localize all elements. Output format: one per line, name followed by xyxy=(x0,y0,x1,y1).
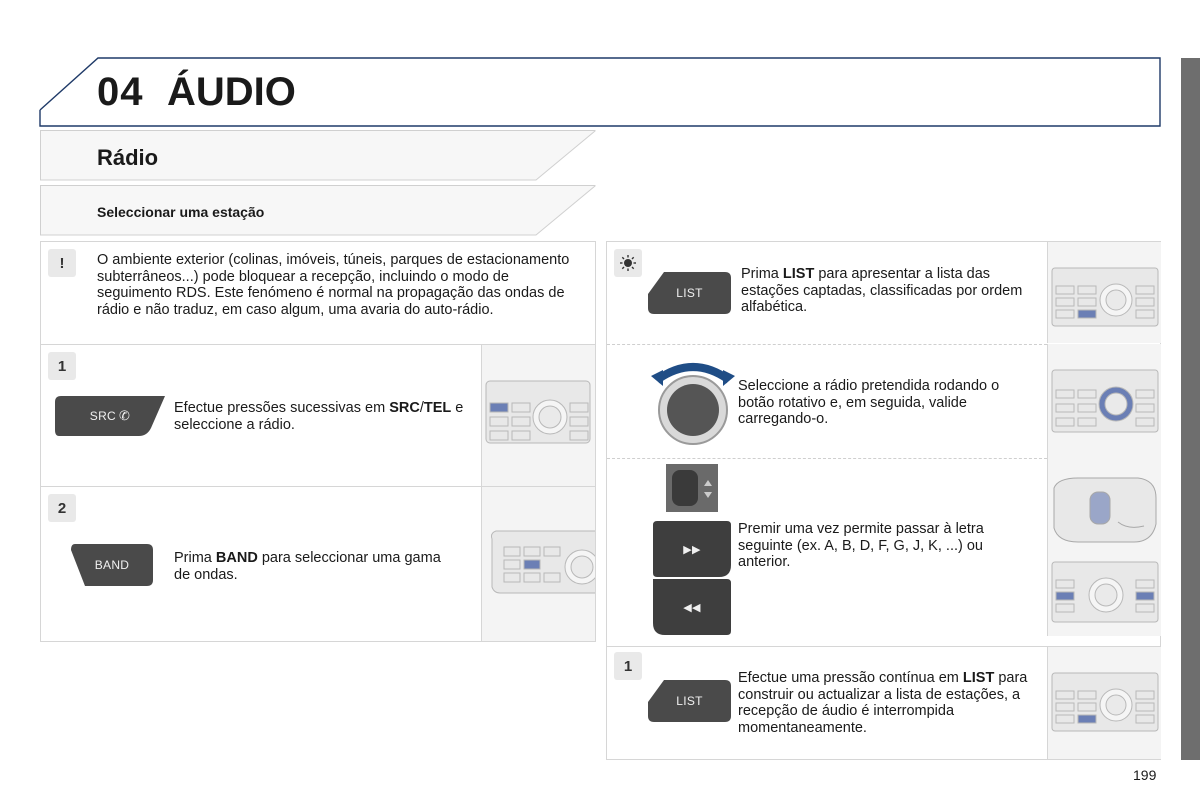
band-key: BAND xyxy=(71,544,153,586)
right-panel xyxy=(606,241,1161,760)
radio-panel-thumbnail-list-long xyxy=(1047,647,1161,759)
long-press-row-text: Efectue uma pressão contínua em LIST para construir ou actualizar a lista de estações, a recepção de áudio é interrompida momentaneamente. xyxy=(738,670,1028,736)
page-number: 199 xyxy=(1133,767,1157,783)
step-2-text: Prima BAND para seleccionar uma gama de ondas. xyxy=(174,550,441,583)
fast-forward-icon: ▶▶ xyxy=(683,543,701,556)
radio-panel-thumbnail-src xyxy=(481,345,595,486)
steering-and-panel-thumbnail xyxy=(1047,458,1161,636)
radio-panel-thumbnail-knob xyxy=(1047,344,1161,458)
seek-forward-key xyxy=(653,521,731,577)
section-title: Rádio xyxy=(97,145,159,170)
rewind-icon: ◀◀ xyxy=(683,601,701,614)
tip-icon xyxy=(614,249,642,277)
chapter-number: 04 xyxy=(97,70,144,114)
radio-panel-thumbnail-list xyxy=(1047,242,1161,343)
list-row-text: Prima LIST para apresentar a lista das estações captadas, classificadas por ordem alfabética. xyxy=(741,266,1023,315)
seek-back-key xyxy=(653,579,731,635)
list-key: LIST xyxy=(648,272,731,314)
steering-wheel-control-icon xyxy=(666,464,718,512)
warning-text: O ambiente exterior (colinas, imóveis, túneis, parques de estacionamento subterrâneos...) pode bloquear a recepção, incluindo o modo de seguimento RDS. Este fenómeno é normal na propagação das ondas de rádio e não traduz, em caso algum, uma avaria do auto-rádio. xyxy=(97,252,570,318)
sun-icon xyxy=(619,254,637,272)
src-tel-key: SRC ✆ xyxy=(55,396,165,436)
chapter-title: ÁUDIO xyxy=(167,70,296,114)
step-1-text: Efectue pressões sucessivas em SRC/TEL e seleccione a rádio. xyxy=(174,400,464,433)
chapter-side-tab xyxy=(1181,58,1200,760)
rotary-knob-icon xyxy=(651,358,735,446)
seek-row-text: Premir uma vez permite passar à letra seguinte (ex. A, B, D, F, G, J, K, ...) ou anterior. xyxy=(738,521,984,570)
list-key-long-press: LIST xyxy=(648,680,731,722)
step-number-icon: 1 xyxy=(614,652,642,680)
radio-panel-thumbnail-band xyxy=(481,487,595,641)
step-number-icon: 2 xyxy=(48,494,76,522)
phone-icon: ✆ xyxy=(119,408,131,423)
left-panel xyxy=(40,241,596,642)
warning-icon: ! xyxy=(48,249,76,277)
step-number-icon: 1 xyxy=(48,352,76,380)
rotary-row-text: Seleccione a rádio pretendida rodando o botão rotativo e, em seguida, valide carregando-o. xyxy=(738,378,1000,427)
subsection-title: Seleccionar uma estação xyxy=(97,204,265,220)
